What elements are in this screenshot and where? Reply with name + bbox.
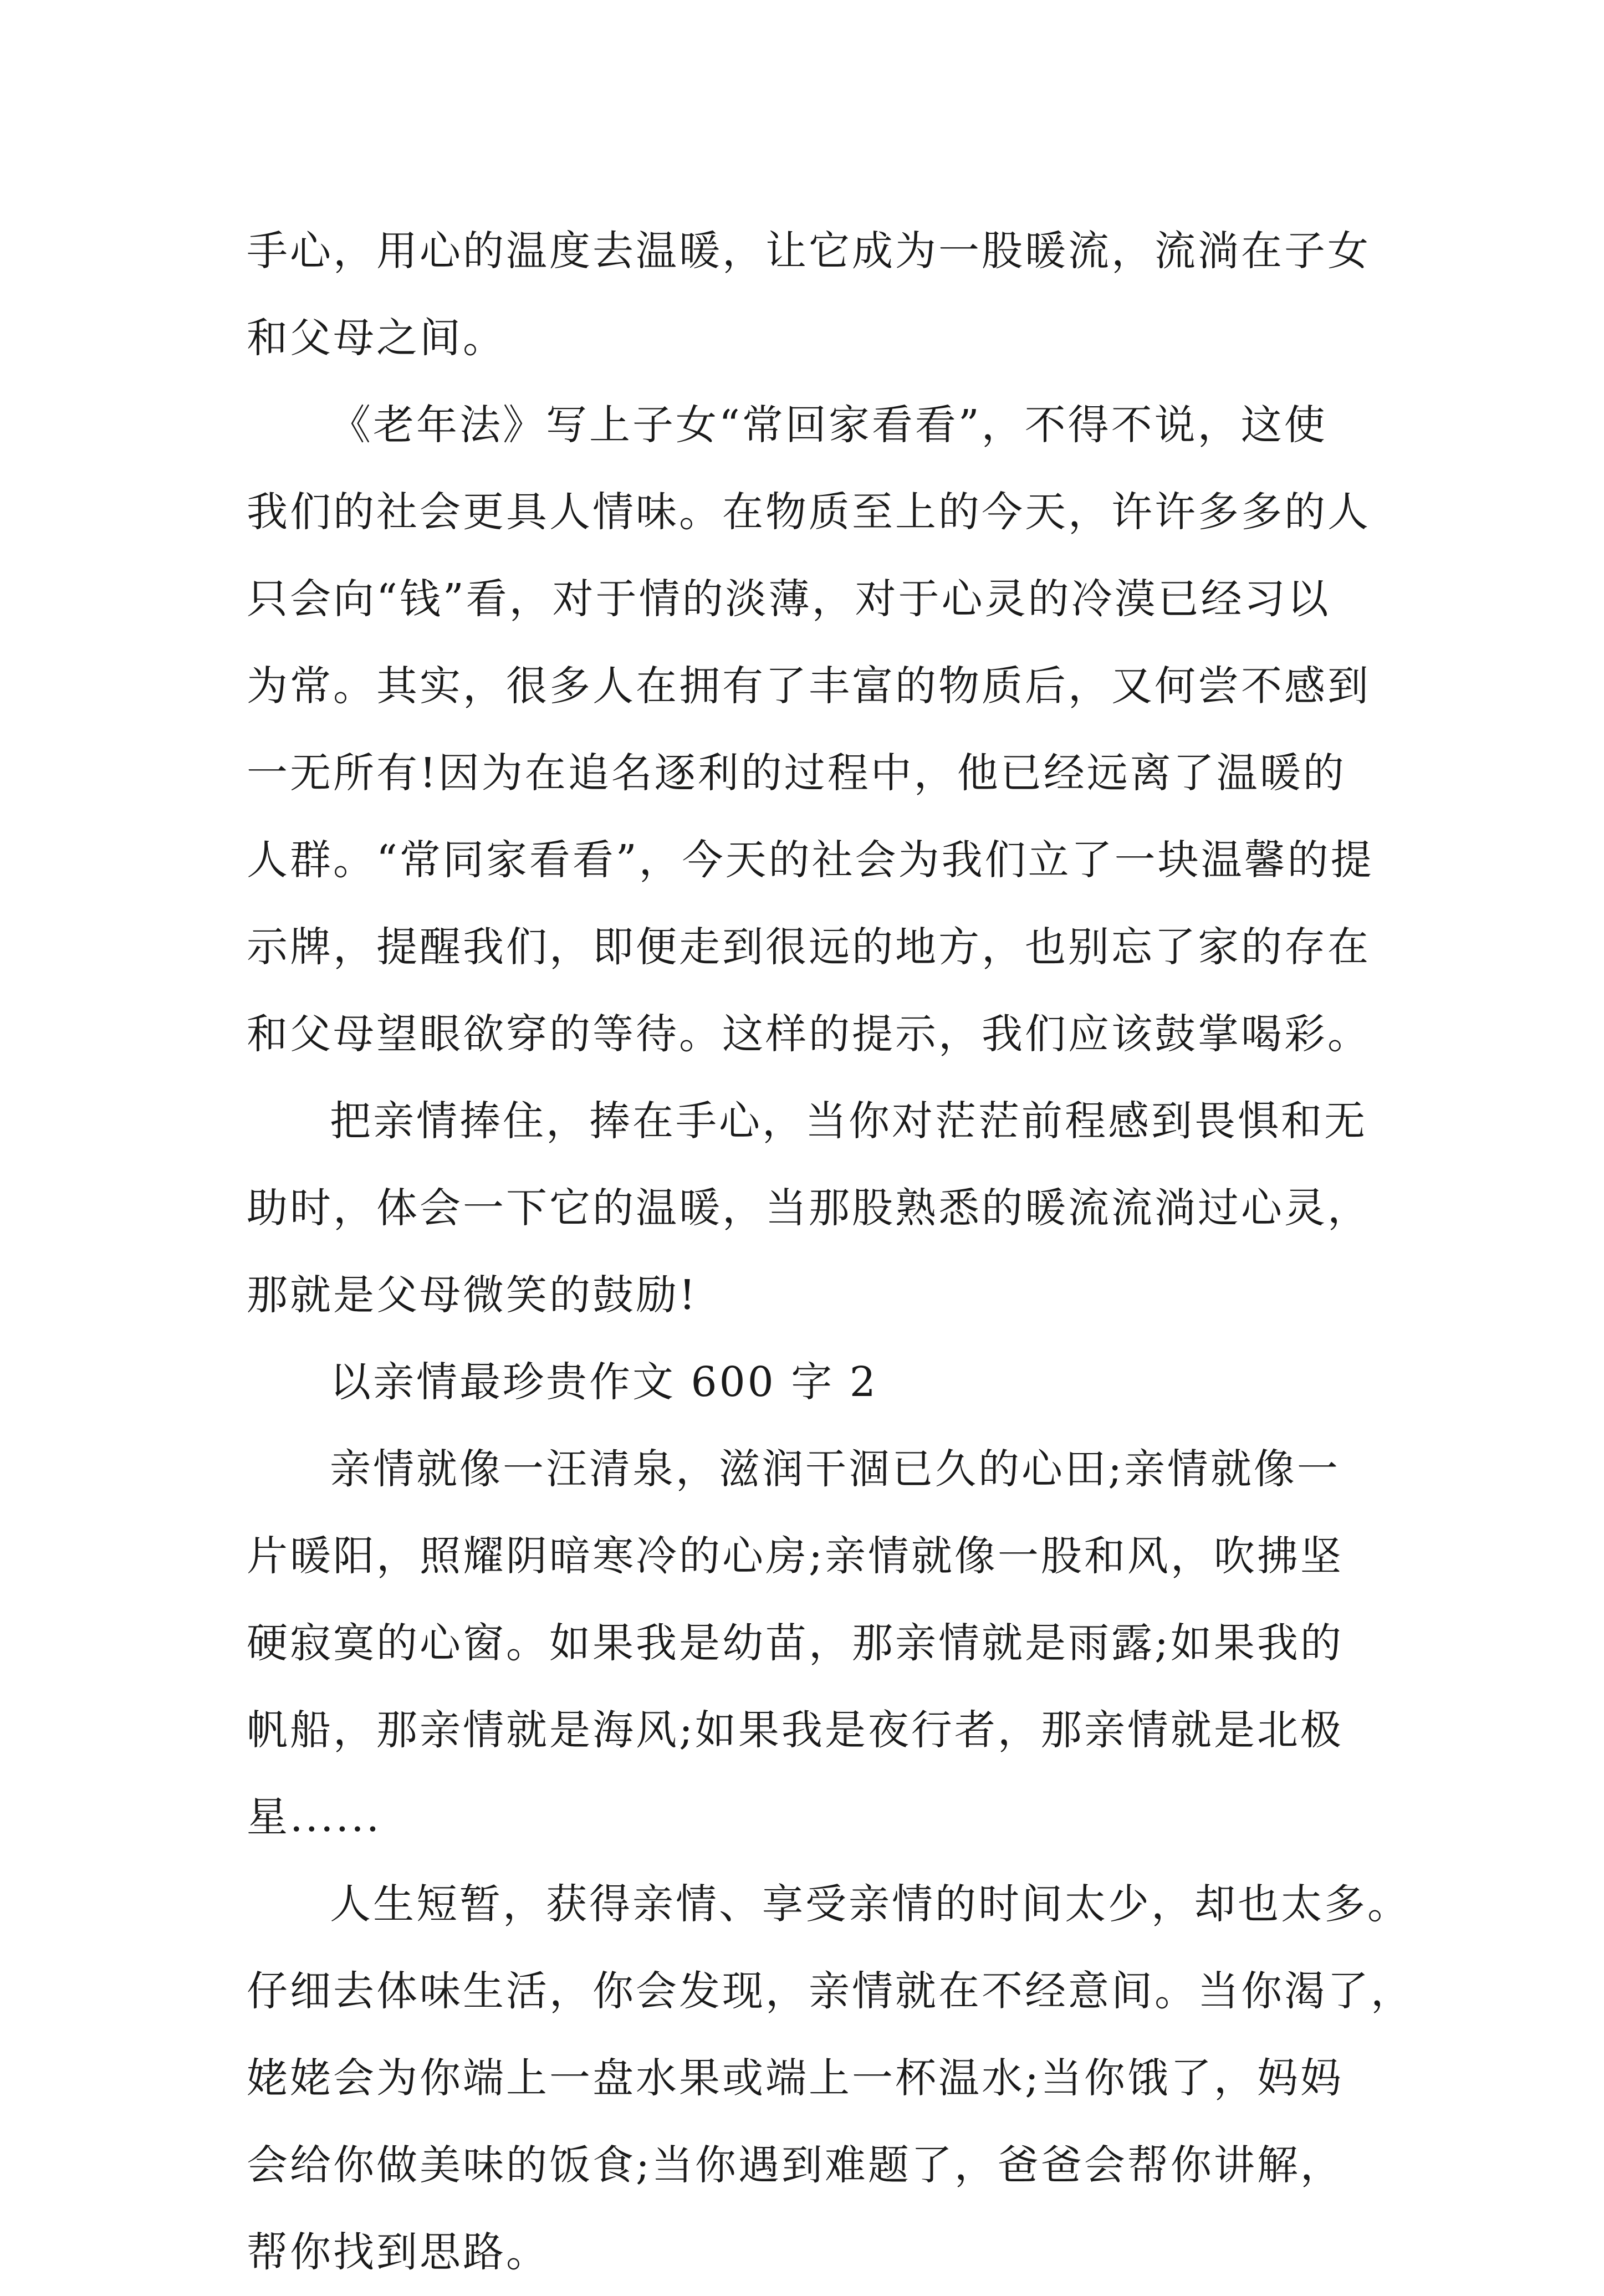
text-line: 片暖阳，照耀阴暗寒冷的心房;亲情就像一股和风，吹拂坚 [247, 1532, 1344, 1580]
paragraph-start-line: 《老年法》写上子女“常回家看看”，不得不说，这使 [330, 401, 1327, 449]
text-line: 会给你做美味的饭食;当你遇到难题了，爸爸会帮你讲解， [247, 2141, 1344, 2189]
paragraph-start-line: 把亲情捧住，捧在手心，当你对茫茫前程感到畏惧和无 [330, 1097, 1367, 1145]
paragraph-start-line: 人生短暂，获得亲情、享受亲情的时间太少，却也太多。 [330, 1880, 1411, 1928]
paragraph-start-line: 亲情就像一汪清泉，滋润干涸已久的心田;亲情就像一 [330, 1445, 1340, 1493]
text-line: 帆船，那亲情就是海风;如果我是夜行者，那亲情就是北极 [247, 1706, 1344, 1754]
text-line: 星...... [247, 1793, 382, 1841]
text-line: 一无所有!因为在追名逐利的过程中，他已经远离了温暖的 [247, 749, 1346, 797]
text-line: 那就是父母微笑的鼓励! [247, 1271, 698, 1319]
document-body [247, 208, 1414, 2296]
text-line: 为常。其实，很多人在拥有了丰富的物质后，又何尝不感到 [247, 662, 1371, 710]
text-line: 仔细去体味生活，你会发现，亲情就在不经意间。当你渴了， [247, 1967, 1414, 2015]
text-line: 姥姥会为你端上一盘水果或端上一杯温水;当你饿了，妈妈 [247, 2054, 1344, 2102]
text-line: 硬寂寞的心窗。如果我是幼苗，那亲情就是雨露;如果我的 [247, 1619, 1344, 1667]
text-line: 示牌，提醒我们，即便走到很远的地方，也别忘了家的存在 [247, 923, 1371, 971]
text-line: 我们的社会更具人情味。在物质至上的今天，许许多多的人 [247, 488, 1371, 536]
section-heading: 以亲情最珍贵作文 600 字 2 [330, 1358, 878, 1406]
text-line: 帮你找到思路。 [247, 2228, 549, 2276]
text-line: 和父母之间。 [247, 314, 506, 362]
text-line: 人群。“常同家看看”，今天的社会为我们立了一块温馨的提 [247, 836, 1374, 884]
text-line: 手心，用心的温度去温暖，让它成为一股暖流，流淌在子女 [247, 227, 1371, 275]
text-line: 只会向“钱”看，对于情的淡薄，对于心灵的冷漠已经习以 [247, 575, 1331, 623]
text-line: 助时，体会一下它的温暖，当那股熟悉的暖流流淌过心灵， [247, 1184, 1371, 1232]
text-line: 和父母望眼欲穿的等待。这样的提示，我们应该鼓掌喝彩。 [247, 1010, 1371, 1058]
